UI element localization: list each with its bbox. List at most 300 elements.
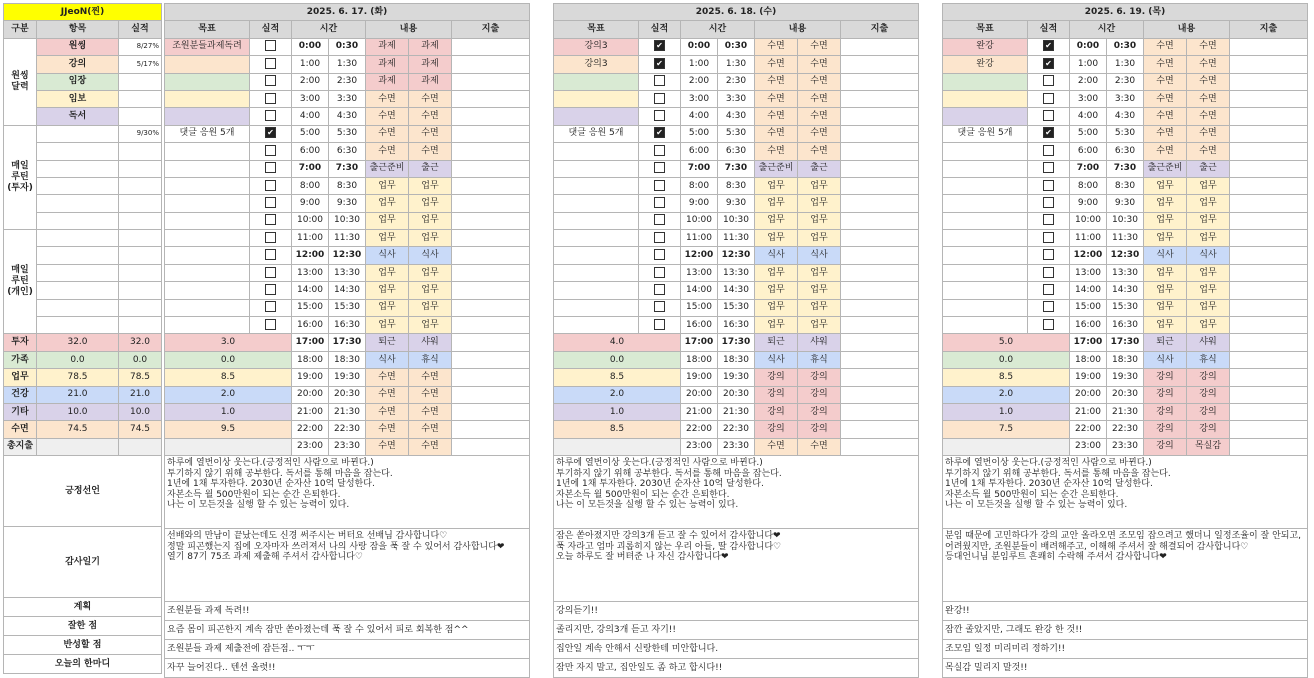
content-1[interactable]: 업무 [1144,282,1187,299]
checkbox-icon[interactable] [265,214,276,225]
content-1[interactable]: 강의 [755,421,798,438]
checkbox-cell[interactable] [639,56,681,73]
goal-cell[interactable] [165,195,250,212]
expense-cell[interactable] [1230,403,1308,420]
expense-cell[interactable] [452,421,530,438]
expense-cell[interactable] [452,90,530,107]
checkbox-cell[interactable] [250,125,292,142]
checkbox-cell[interactable] [639,38,681,55]
checkbox-cell[interactable] [1028,125,1070,142]
goal-cell[interactable] [165,264,250,281]
checkbox-icon[interactable] [1043,93,1054,104]
checkbox-icon[interactable] [654,180,665,191]
content-1[interactable]: 수면 [1144,73,1187,90]
checkbox-cell[interactable] [639,299,681,316]
expense-cell[interactable] [841,56,919,73]
content-2[interactable]: 업무 [1187,282,1230,299]
user-title[interactable]: JJeoN(찐) [4,4,162,21]
content-2[interactable]: 샤워 [798,334,841,351]
goal-cell[interactable] [554,108,639,125]
checkbox-icon[interactable] [1043,162,1054,173]
content-2[interactable]: 강의 [798,403,841,420]
content-2[interactable]: 업무 [1187,317,1230,334]
content-1[interactable]: 수면 [755,143,798,160]
content-2[interactable]: 과제 [409,56,452,73]
footer-affirm[interactable]: 하루에 열번이상 웃는다.(긍정적인 사람으로 바뀐다.) 투기하지 않기 위해 공부한다. 독서를 통해 마음을 잡는다. 1년에 1채 투자한다. 2030년 순자산 10억 달성한다. 자본소득 월 500만원이 되는 순간 은퇴한다. 나는 이 모든것을 실행 할 수 있는 능력이 있다. [165,456,530,529]
content-2[interactable]: 업무 [409,282,452,299]
goal-cell[interactable] [943,73,1028,90]
expense-cell[interactable] [452,264,530,281]
goal-cell[interactable] [165,247,250,264]
expense-cell[interactable] [1230,108,1308,125]
content-1[interactable]: 식사 [1144,351,1187,368]
content-1[interactable]: 수면 [755,438,798,455]
checkbox-cell[interactable] [250,38,292,55]
footer-gratitude[interactable]: 선배와의 만남이 끝났는데도 신경 써주시는 버터요 선배님 감사합니다♡ 정말 피곤했는지 집에 오자마자 쓰러져서 나의 사랑 잠을 푹 잘 수 있어서 감사합니다❤ 열기 87기 75조 과제 제출해 주셔서 감사합니다♡ [165,529,530,602]
checkbox-icon[interactable] [265,145,276,156]
content-1[interactable]: 과제 [366,38,409,55]
expense-cell[interactable] [452,212,530,229]
expense-cell[interactable] [841,264,919,281]
content-1[interactable]: 수면 [1144,143,1187,160]
expense-cell[interactable] [841,143,919,160]
footer-word[interactable]: 목실감 밀리지 말것!! [943,659,1308,678]
checkbox-cell[interactable] [250,212,292,229]
content-2[interactable]: 업무 [798,317,841,334]
content-2[interactable]: 강의 [1187,403,1230,420]
goal-cell[interactable] [165,56,250,73]
checkbox-cell[interactable] [639,212,681,229]
expense-cell[interactable] [1230,421,1308,438]
checkbox-icon[interactable] [265,58,276,69]
expense-cell[interactable] [452,247,530,264]
item-label[interactable]: 임장 [37,73,119,90]
checkbox-icon[interactable] [1043,284,1054,295]
content-1[interactable]: 과제 [366,73,409,90]
content-1[interactable]: 수면 [1144,125,1187,142]
content-1[interactable]: 업무 [755,212,798,229]
expense-cell[interactable] [452,369,530,386]
checkbox-cell[interactable] [639,90,681,107]
expense-cell[interactable] [452,177,530,194]
goal-cell[interactable] [165,230,250,247]
goal-cell[interactable] [165,143,250,160]
checkbox-icon[interactable] [1043,267,1054,278]
item-label[interactable] [37,317,119,334]
checkbox-icon[interactable] [265,110,276,121]
expense-cell[interactable] [841,125,919,142]
checkbox-cell[interactable] [1028,38,1070,55]
goal-cell[interactable] [554,195,639,212]
content-1[interactable]: 업무 [366,212,409,229]
content-1[interactable]: 수면 [755,108,798,125]
goal-cell[interactable] [554,264,639,281]
checkbox-cell[interactable] [1028,212,1070,229]
expense-cell[interactable] [452,351,530,368]
expense-cell[interactable] [841,90,919,107]
checkbox-icon[interactable] [265,180,276,191]
content-2[interactable]: 과제 [409,38,452,55]
content-2[interactable]: 수면 [409,421,452,438]
content-1[interactable]: 업무 [366,317,409,334]
expense-cell[interactable] [841,108,919,125]
content-1[interactable]: 퇴근 [1144,334,1187,351]
footer-plan[interactable]: 완강!! [943,602,1308,621]
goal-cell[interactable]: 댓글 응원 5개 [943,125,1028,142]
content-1[interactable]: 식사 [1144,247,1187,264]
goal-cell[interactable] [943,230,1028,247]
checked-checkbox-icon[interactable]: ✔ [1043,127,1054,138]
goal-cell[interactable] [554,160,639,177]
goal-cell[interactable]: 강의3 [554,56,639,73]
expense-cell[interactable] [1230,247,1308,264]
content-2[interactable]: 업무 [798,299,841,316]
content-1[interactable]: 강의 [1144,438,1187,455]
goal-cell[interactable] [943,212,1028,229]
expense-cell[interactable] [841,299,919,316]
content-1[interactable]: 업무 [1144,299,1187,316]
expense-cell[interactable] [1230,56,1308,73]
goal-cell[interactable] [943,108,1028,125]
checkbox-cell[interactable] [639,125,681,142]
checkbox-icon[interactable] [1043,145,1054,156]
content-1[interactable]: 업무 [366,282,409,299]
expense-cell[interactable] [1230,177,1308,194]
goal-cell[interactable]: 강의3 [554,38,639,55]
content-2[interactable]: 샤워 [409,334,452,351]
expense-cell[interactable] [452,299,530,316]
content-1[interactable]: 수면 [366,369,409,386]
checkbox-icon[interactable] [1043,232,1054,243]
checkbox-icon[interactable] [1043,110,1054,121]
expense-cell[interactable] [841,212,919,229]
goal-cell[interactable] [943,264,1028,281]
checkbox-cell[interactable] [639,247,681,264]
checkbox-cell[interactable] [250,299,292,316]
expense-cell[interactable] [1230,143,1308,160]
content-2[interactable]: 업무 [798,230,841,247]
goal-cell[interactable] [165,160,250,177]
content-2[interactable]: 업무 [409,212,452,229]
content-1[interactable]: 업무 [1144,317,1187,334]
footer-gratitude[interactable]: 분임 때문에 고민하다가 강의 교안 올라오면 조모임 잡으려고 했더니 일정조율이 잘 안되고, 어려웠지만, 조원분들이 배려해주고, 이해해 주셔서 잘 해결되어 감사합니다♡ 등대언니님 분임루트 흔쾌히 수락해 주셔서 감사합니다❤ [943,529,1308,602]
checkbox-cell[interactable] [1028,160,1070,177]
content-2[interactable]: 수면 [798,90,841,107]
content-1[interactable]: 업무 [366,299,409,316]
content-1[interactable]: 강의 [1144,386,1187,403]
item-label[interactable]: 독서 [37,108,119,125]
item-label[interactable] [37,177,119,194]
expense-cell[interactable] [452,38,530,55]
content-1[interactable]: 업무 [366,195,409,212]
content-1[interactable]: 업무 [1144,177,1187,194]
content-2[interactable]: 강의 [1187,421,1230,438]
checkbox-cell[interactable] [1028,264,1070,281]
goal-cell[interactable] [943,282,1028,299]
content-2[interactable]: 식사 [798,247,841,264]
content-2[interactable]: 업무 [409,195,452,212]
expense-cell[interactable] [841,351,919,368]
checkbox-icon[interactable] [1043,301,1054,312]
goal-cell[interactable] [943,143,1028,160]
content-2[interactable]: 업무 [1187,195,1230,212]
footer-good[interactable]: 잠깐 졸았지만, 그래도 완강 한 것!! [943,621,1308,640]
content-2[interactable]: 수면 [1187,125,1230,142]
checkbox-cell[interactable] [250,108,292,125]
goal-cell[interactable] [943,90,1028,107]
content-1[interactable]: 강의 [1144,403,1187,420]
goal-cell[interactable] [165,90,250,107]
checkbox-cell[interactable] [639,73,681,90]
content-1[interactable]: 수면 [1144,108,1187,125]
checkbox-cell[interactable] [639,282,681,299]
goal-cell[interactable] [165,299,250,316]
footer-reflect[interactable]: 집안일 계속 안해서 신랑한테 미안합니다. [554,640,919,659]
content-1[interactable]: 강의 [1144,421,1187,438]
content-2[interactable]: 업무 [1187,212,1230,229]
checkbox-icon[interactable] [654,162,665,173]
content-1[interactable]: 수면 [1144,90,1187,107]
expense-cell[interactable] [1230,282,1308,299]
expense-cell[interactable] [841,230,919,247]
checkbox-icon[interactable] [1043,197,1054,208]
content-2[interactable]: 수면 [1187,38,1230,55]
content-2[interactable]: 업무 [409,317,452,334]
content-2[interactable]: 강의 [798,386,841,403]
checkbox-cell[interactable] [1028,143,1070,160]
content-2[interactable]: 수면 [1187,90,1230,107]
checkbox-cell[interactable] [1028,317,1070,334]
content-2[interactable]: 식사 [409,247,452,264]
content-2[interactable]: 업무 [1187,264,1230,281]
item-label[interactable] [37,230,119,247]
expense-cell[interactable] [1230,90,1308,107]
checkbox-cell[interactable] [250,264,292,281]
goal-cell[interactable]: 완강 [943,56,1028,73]
goal-cell[interactable] [554,317,639,334]
checkbox-icon[interactable] [265,162,276,173]
expense-cell[interactable] [1230,438,1308,455]
content-1[interactable]: 수면 [755,38,798,55]
expense-cell[interactable] [452,73,530,90]
goal-cell[interactable]: 조원분들과제독려 [165,38,250,55]
content-1[interactable]: 수면 [1144,38,1187,55]
content-1[interactable]: 수면 [755,90,798,107]
footer-affirm[interactable]: 하루에 열번이상 웃는다.(긍정적인 사람으로 바뀐다.) 투기하지 않기 위해 공부한다. 독서를 통해 마음을 잡는다. 1년에 1채 투자한다. 2030년 순자산 10억 달성한다. 자본소득 월 500만원이 되는 순간 은퇴한다. 나는 이 모든것을 실행 할 수 있는 능력이 있다. [943,456,1308,529]
checkbox-cell[interactable] [250,317,292,334]
content-2[interactable]: 강의 [798,421,841,438]
expense-cell[interactable] [1230,264,1308,281]
content-1[interactable]: 출근준비 [755,160,798,177]
footer-word[interactable]: 자꾸 늘어진다.. 텐션 올렷!! [165,659,530,678]
footer-plan[interactable]: 조원분들 과제 독려!! [165,602,530,621]
content-2[interactable]: 샤워 [1187,334,1230,351]
content-2[interactable]: 수면 [1187,108,1230,125]
content-1[interactable]: 업무 [366,230,409,247]
checkbox-cell[interactable] [639,264,681,281]
checkbox-cell[interactable] [250,143,292,160]
content-2[interactable]: 강의 [1187,386,1230,403]
content-2[interactable]: 업무 [409,177,452,194]
expense-cell[interactable] [1230,299,1308,316]
content-1[interactable]: 수면 [755,56,798,73]
checkbox-icon[interactable] [654,301,665,312]
expense-cell[interactable] [841,177,919,194]
checked-checkbox-icon[interactable]: ✔ [1043,40,1054,51]
expense-cell[interactable] [841,195,919,212]
checkbox-cell[interactable] [250,160,292,177]
content-2[interactable]: 수면 [798,125,841,142]
checkbox-cell[interactable] [1028,108,1070,125]
content-2[interactable]: 수면 [798,56,841,73]
content-2[interactable]: 수면 [409,125,452,142]
goal-cell[interactable] [943,247,1028,264]
checkbox-cell[interactable] [250,177,292,194]
goal-cell[interactable] [943,177,1028,194]
checkbox-icon[interactable] [654,75,665,86]
checkbox-cell[interactable] [250,90,292,107]
content-1[interactable]: 식사 [366,247,409,264]
content-2[interactable]: 강의 [1187,369,1230,386]
goal-cell[interactable] [554,143,639,160]
content-2[interactable]: 업무 [798,195,841,212]
checkbox-cell[interactable] [250,247,292,264]
content-2[interactable]: 수면 [409,108,452,125]
checkbox-icon[interactable] [654,110,665,121]
goal-cell[interactable] [165,177,250,194]
item-label[interactable] [37,195,119,212]
footer-plan[interactable]: 강의듣기!! [554,602,919,621]
checkbox-icon[interactable] [265,93,276,104]
checkbox-cell[interactable] [250,230,292,247]
checkbox-icon[interactable] [654,284,665,295]
expense-cell[interactable] [452,282,530,299]
expense-cell[interactable] [452,403,530,420]
goal-cell[interactable] [943,317,1028,334]
expense-cell[interactable] [452,230,530,247]
content-1[interactable]: 수면 [366,438,409,455]
checkbox-icon[interactable] [654,319,665,330]
goal-cell[interactable]: 완강 [943,38,1028,55]
expense-cell[interactable] [1230,195,1308,212]
footer-good[interactable]: 요즘 몸이 피곤한지 계속 잠만 쏟아졌는데 푹 잘 수 있어서 피로 회복한 점^^ [165,621,530,640]
item-label[interactable] [37,212,119,229]
expense-cell[interactable] [841,369,919,386]
footer-gratitude[interactable]: 잠은 쏟아졌지만 강의3개 듣고 잘 수 있어서 감사합니다❤ 푹 자라고 엄마 괴롭히지 않는 우리 아들, 딸 감사합니다♡ 오늘 하루도 잘 버텨준 나 자신 감사합니다❤ [554,529,919,602]
content-1[interactable]: 업무 [755,230,798,247]
content-2[interactable]: 과제 [409,73,452,90]
content-2[interactable]: 수면 [409,438,452,455]
content-2[interactable]: 업무 [1187,177,1230,194]
expense-cell[interactable] [452,56,530,73]
expense-cell[interactable] [452,125,530,142]
content-2[interactable]: 수면 [409,403,452,420]
content-2[interactable]: 업무 [798,212,841,229]
content-1[interactable]: 식사 [755,247,798,264]
goal-cell[interactable] [165,108,250,125]
expense-cell[interactable] [452,386,530,403]
footer-affirm[interactable]: 하루에 열번이상 웃는다.(긍정적인 사람으로 바뀐다.) 투기하지 않기 위해 공부한다. 독서를 통해 마음을 잡는다. 1년에 1채 투자한다. 2030년 순자산 10억 달성한다. 자본소득 월 500만원이 되는 순간 은퇴한다. 나는 이 모든것을 실행 할 수 있는 능력이 있다. [554,456,919,529]
item-label[interactable] [37,247,119,264]
goal-cell[interactable]: 댓글 응원 5개 [165,125,250,142]
checkbox-icon[interactable] [1043,180,1054,191]
checkbox-cell[interactable] [639,177,681,194]
content-2[interactable]: 수면 [798,143,841,160]
content-1[interactable]: 업무 [755,195,798,212]
checkbox-cell[interactable] [1028,73,1070,90]
content-1[interactable]: 수면 [755,125,798,142]
content-2[interactable]: 수면 [409,143,452,160]
content-1[interactable]: 수면 [366,108,409,125]
checkbox-icon[interactable] [265,284,276,295]
expense-cell[interactable] [452,317,530,334]
content-1[interactable]: 식사 [755,351,798,368]
expense-cell[interactable] [1230,212,1308,229]
content-1[interactable]: 과제 [366,56,409,73]
content-2[interactable]: 휴식 [409,351,452,368]
content-2[interactable]: 업무 [798,282,841,299]
checkbox-icon[interactable] [1043,214,1054,225]
checked-checkbox-icon[interactable]: ✔ [265,127,276,138]
expense-cell[interactable] [1230,334,1308,351]
footer-reflect[interactable]: 조원분들 과제 제출전에 잠든점.. ㅜㅜ [165,640,530,659]
content-2[interactable]: 식사 [1187,247,1230,264]
checkbox-icon[interactable] [654,232,665,243]
content-1[interactable]: 업무 [755,282,798,299]
expense-cell[interactable] [841,282,919,299]
goal-cell[interactable]: 댓글 응원 5개 [554,125,639,142]
checkbox-cell[interactable] [1028,90,1070,107]
content-1[interactable]: 강의 [755,386,798,403]
content-2[interactable]: 업무 [409,299,452,316]
goal-cell[interactable] [554,90,639,107]
checkbox-cell[interactable] [1028,195,1070,212]
checkbox-icon[interactable] [265,267,276,278]
expense-cell[interactable] [841,38,919,55]
expense-cell[interactable] [1230,317,1308,334]
expense-cell[interactable] [841,247,919,264]
content-1[interactable]: 퇴근 [755,334,798,351]
content-1[interactable]: 강의 [755,403,798,420]
item-label[interactable] [37,125,119,142]
content-2[interactable]: 휴식 [1187,351,1230,368]
checked-checkbox-icon[interactable]: ✔ [654,40,665,51]
checkbox-cell[interactable] [250,282,292,299]
item-label[interactable]: 임보 [37,90,119,107]
goal-cell[interactable] [943,299,1028,316]
expense-cell[interactable] [841,421,919,438]
expense-cell[interactable] [1230,351,1308,368]
expense-cell[interactable] [452,438,530,455]
checkbox-cell[interactable] [250,56,292,73]
expense-cell[interactable] [452,143,530,160]
checkbox-icon[interactable] [265,40,276,51]
expense-cell[interactable] [1230,73,1308,90]
content-2[interactable]: 출근 [409,160,452,177]
checkbox-icon[interactable] [654,145,665,156]
checked-checkbox-icon[interactable]: ✔ [654,58,665,69]
content-1[interactable]: 수면 [366,386,409,403]
checkbox-icon[interactable] [654,214,665,225]
checked-checkbox-icon[interactable]: ✔ [1043,58,1054,69]
checked-checkbox-icon[interactable]: ✔ [654,127,665,138]
checkbox-icon[interactable] [654,93,665,104]
content-1[interactable]: 업무 [366,177,409,194]
content-1[interactable]: 수면 [755,73,798,90]
goal-cell[interactable] [554,299,639,316]
expense-cell[interactable] [452,160,530,177]
expense-cell[interactable] [1230,160,1308,177]
